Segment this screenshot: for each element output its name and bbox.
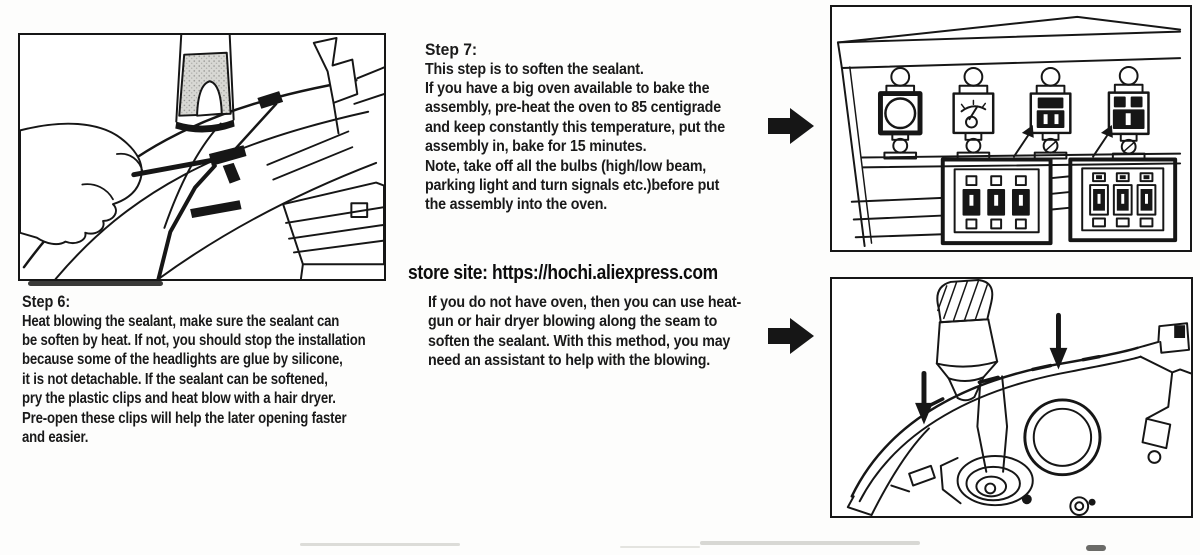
figure-oven-bake [830,5,1192,252]
step7-line: parking light and turn signals etc.)before put [425,176,720,194]
right-arrow-icon [766,104,816,148]
step6-line: and easier. [22,428,89,446]
step7-line: If you have a big oven available to bake the [425,79,710,97]
step7-section [425,40,725,215]
scan-smudge [28,281,163,286]
figure-heat-gun [830,277,1193,518]
step7-line: assembly, pre-heat the oven to 85 centigrade [425,99,721,117]
step7-line: and keep constantly this temperature, put the [425,118,725,136]
no-oven-note [428,293,741,370]
step7-heading: Step 7: [425,40,478,59]
step6-line: Pre-open these clips will help the later opening faster [22,409,347,427]
scan-smudge [620,546,700,548]
hand-prying-clip-illustration [20,35,384,279]
scan-smudge [300,543,460,546]
step6-line: pry the plastic clips and heat blow with a hair dryer. [22,390,336,408]
step6-section [22,292,366,447]
step7-line: the assembly into the oven. [425,196,608,214]
heat-gun-on-seam-illustration [832,279,1191,516]
step6-line: because some of the headlights are glue by silicone, [22,351,343,369]
figure-pry-clip [18,33,386,281]
step6-line: it is not detachable. If the sealant can be softened, [22,370,328,388]
oven-bake-assembly-illustration [832,7,1190,250]
step6-heading: Step 6: [22,292,71,311]
step7-line: assembly in, bake for 15 minutes. [425,138,647,156]
step6-line: Heat blowing the sealant, make sure the sealant can [22,312,340,330]
scan-smudge [700,541,920,545]
note-line: soften the sealant. With this method, you may [428,332,731,350]
note-line: need an assistant to help with the blowing. [428,351,711,369]
note-line: gun or hair dryer blowing along the seam to [428,313,718,331]
note-line: If you do not have oven, then you can use heat- [428,294,742,311]
right-arrow-icon [766,314,816,358]
store-site-text: store site: https://hochi.aliexpress.com [408,261,718,284]
step7-line: Note, take off all the bulbs (high/low beam, [425,157,707,175]
step6-line: be soften by heat. If not, you should stop the installation [22,331,366,349]
step7-line: This step is to soften the sealant. [425,60,644,78]
scan-smudge [1086,545,1106,551]
